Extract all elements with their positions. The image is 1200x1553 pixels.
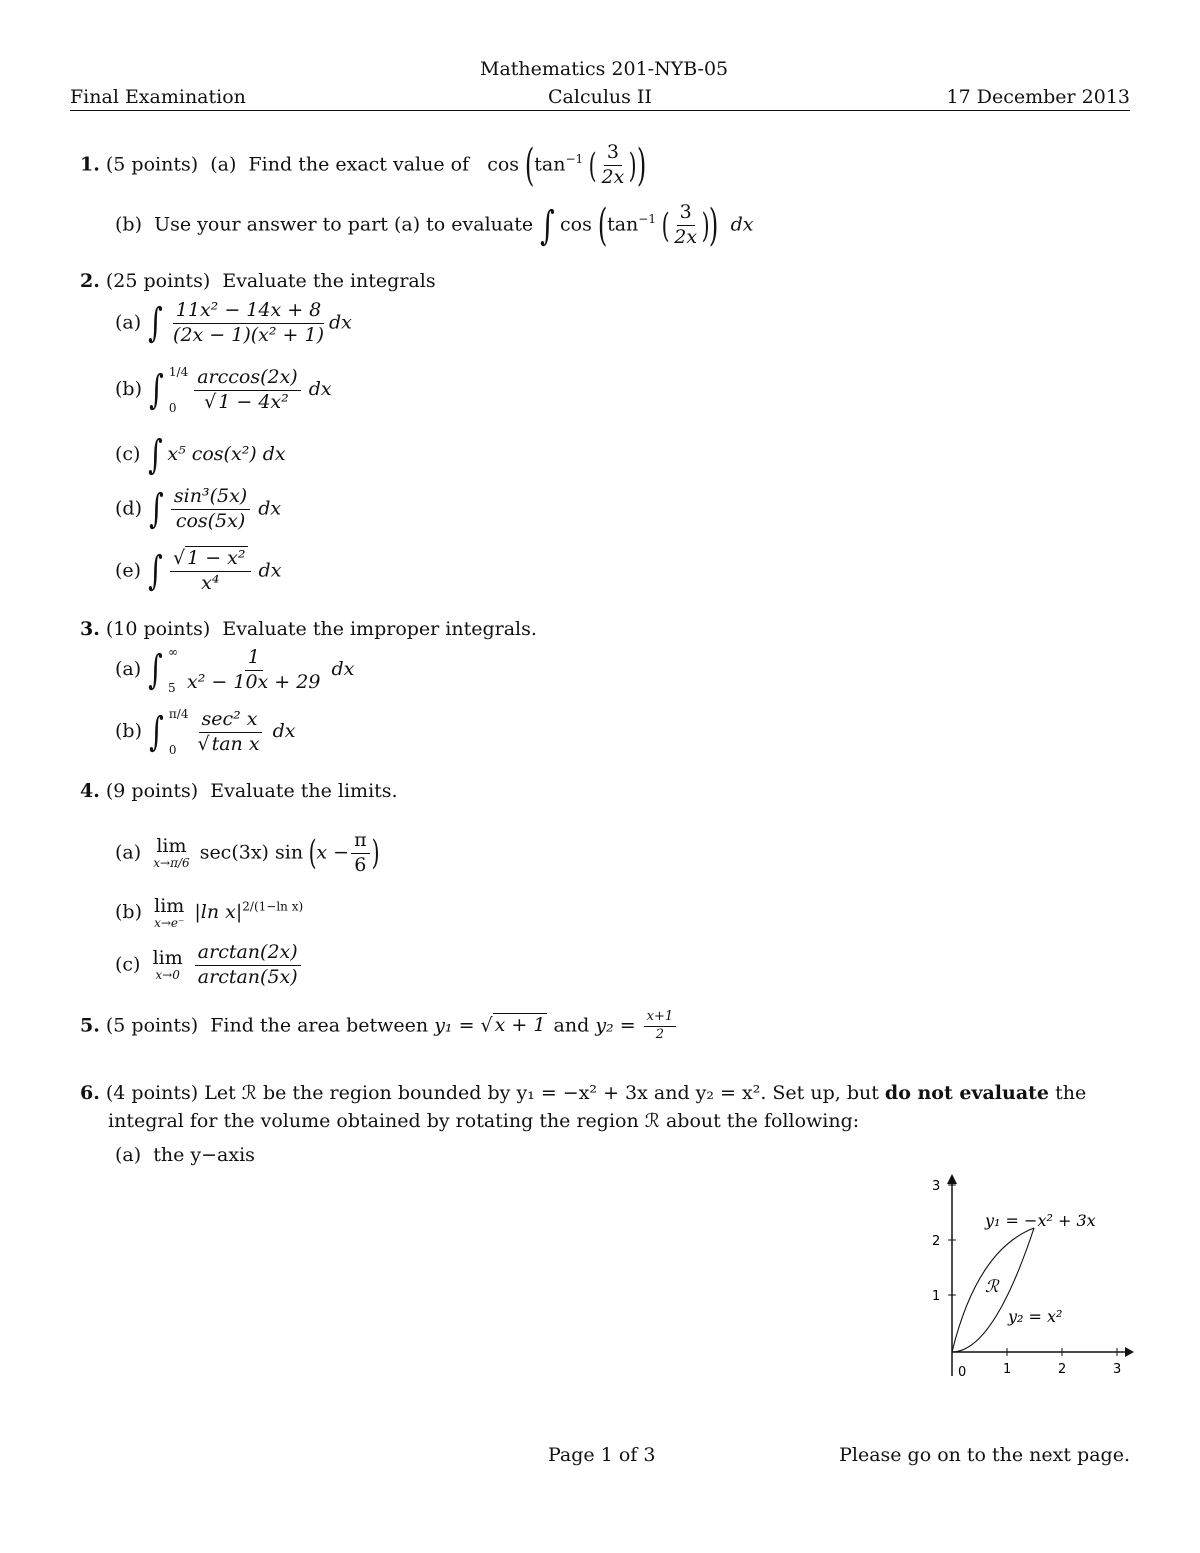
question-6 xyxy=(80,1082,1086,1104)
header-center: Calculus II xyxy=(548,86,652,108)
x-tick-label-1: 1 xyxy=(1003,1362,1012,1377)
q1a-tan: tan xyxy=(534,153,566,176)
q1a-label: (a) xyxy=(210,153,237,176)
q3b-dx: dx xyxy=(272,720,296,742)
q6-line1-end: the xyxy=(1055,1082,1087,1104)
q1a-fraction: $\frac{3}{2x}$ xyxy=(601,141,625,188)
question-5: 5. (5 points) Find the area between y₁ = √ x + 1 and y₂ = $\frac{x+1}{2}$ xyxy=(80,1010,678,1043)
q2b-lower: 0 xyxy=(168,401,177,415)
y-tick-label-3: 3 xyxy=(932,1179,941,1194)
q4-text: Evaluate the limits. xyxy=(210,780,398,802)
q1a-text: Find the exact value of xyxy=(248,153,470,176)
q3b-label: (b) xyxy=(115,720,142,742)
q6-line2: integral for the volume obtained by rotating the region ℛ about the following: xyxy=(108,1110,860,1132)
label-y2: y₂ = x² xyxy=(1008,1307,1063,1326)
question-3 xyxy=(80,618,537,640)
q5-y1: y₁ = xyxy=(434,1014,475,1037)
q1b-dx: dx xyxy=(730,213,754,236)
q6-number: 6. xyxy=(80,1082,100,1104)
y-tick-label-1: 1 xyxy=(932,1289,941,1304)
q2e-dx: dx xyxy=(258,559,282,582)
q1b-fraction: $\frac{3}{2x}$ xyxy=(674,201,698,248)
q5-y2: y₂ = xyxy=(595,1014,636,1037)
question-1a: 1. (5 points) (a) Find the exact value of $\cos (\tan^{-1}$ ( $\frac{3}{2x}$ )) xyxy=(80,140,646,191)
q6a-text: the y−axis xyxy=(153,1144,255,1166)
q2a-dx: dx xyxy=(329,311,352,334)
q2d-fraction: $\frac{\text{sin³(5x)}}{\cos(5x)}$ xyxy=(171,486,250,533)
q6a-label: (a) xyxy=(115,1144,142,1166)
q1b-cos: cos xyxy=(560,213,592,236)
q2b-dx: dx xyxy=(308,378,332,400)
question-4 xyxy=(80,780,398,802)
question-2 xyxy=(80,270,436,292)
q2b-upper: 1/4 xyxy=(168,365,189,379)
q2b-fraction: $\frac{\arccos(2x)}{\text{√ 1 − 4x²}}$ xyxy=(194,367,301,414)
x-axis-arrow xyxy=(1125,1347,1134,1357)
x-tick-label-2: 2 xyxy=(1058,1362,1067,1377)
label-y1: y₁ = −x² + 3x xyxy=(985,1211,1096,1230)
q2a-label: (a) xyxy=(115,311,142,334)
q2e-label: (e) xyxy=(115,559,142,582)
q5-fraction: $\frac{x+1}{2}$ xyxy=(644,1010,677,1043)
q1a-inv: −1 xyxy=(565,152,584,167)
q2-points: (25 points) xyxy=(105,270,211,292)
page-number: Page 1 of 3 xyxy=(548,1444,656,1466)
q2b: (b) ∫ 1/4 0 $\frac{\arccos(2x)}{\text{√ 1 − 4x²}}$ dx xyxy=(115,365,332,415)
q2e-fraction: $\frac{\text{√ 1 − x²}}{\text{x⁴}}$ xyxy=(170,548,251,595)
q2-text: Evaluate the integrals xyxy=(222,270,436,292)
x-tick-label-0: 0 xyxy=(958,1365,967,1380)
q4b xyxy=(115,896,303,930)
q2a: (a) ∫ $\frac{\text{11x² − 14x + 8}}{\text{(2x − 1)(x² + 1)}}$ dx xyxy=(115,299,352,347)
q3-text: Evaluate the improper integrals. xyxy=(222,618,537,640)
q4a-expr: sec(3x) sin xyxy=(199,841,304,864)
q2d-dx: dx xyxy=(258,497,282,520)
q2c: (c) ∫ x⁵ cos(x²) dx xyxy=(115,432,286,478)
q5-sqrt: x + 1 xyxy=(494,1014,546,1037)
q1-number: 1. xyxy=(80,153,100,176)
q5-points: (5 points) xyxy=(105,1014,199,1037)
q1-points: (5 points) xyxy=(105,153,199,176)
q3a-fraction: $\frac{1}{\text{x² − 10x + 29}}$ xyxy=(187,645,321,693)
q4a-inner: x − xyxy=(316,841,350,864)
question-1b: (b) Use your answer to part (a) to evaluate ∫ $\cos (\tan^{-1}$ ( $\frac{3}{2x}$ )) dx xyxy=(115,200,754,251)
q6a xyxy=(115,1144,255,1166)
q4c-label: (c) xyxy=(115,953,141,976)
q3a-label: (a) xyxy=(115,658,142,680)
y-tick-label-2: 2 xyxy=(932,1234,941,1249)
header-left: Final Examination xyxy=(70,86,246,108)
q4b-expr: |ln x| xyxy=(194,901,243,924)
region-graph xyxy=(920,1170,1135,1385)
q3b-upper: π/4 xyxy=(168,707,189,721)
course-code: Mathematics 201-NYB-05 xyxy=(480,58,729,80)
q2d: (d) ∫ $\frac{\text{sin³(5x)}}{\cos(5x)}$ dx xyxy=(115,485,282,533)
q2a-fraction: $\frac{\text{11x² − 14x + 8}}{\text{(2x − 1)(x² + 1)}}$ xyxy=(173,299,325,346)
q3a-dx: dx xyxy=(331,658,355,680)
q4a-fraction: $\frac{\pi}{6}$ xyxy=(351,830,370,877)
q2c-label: (c) xyxy=(115,443,141,465)
q1a-cos: cos xyxy=(487,153,520,176)
q4c-lim: lim x→0 xyxy=(152,947,183,983)
q3b-lower: 0 xyxy=(168,743,177,757)
header-date: 17 December 2013 xyxy=(946,86,1130,108)
q3b: (b) ∫ π/4 0 $\frac{\text{sec² x}}{\text{√ tan x}}$ dx xyxy=(115,707,296,757)
q1b-text: Use your answer to part (a) to evaluate xyxy=(154,213,534,236)
q2c-expr: x⁵ cos(x²) dx xyxy=(167,443,286,465)
q3a-lower: 5 xyxy=(168,681,176,695)
y-axis-arrow xyxy=(947,1174,957,1184)
q6-line1: Let ℛ be the region bounded by y₁ = −x² + 3x and y₂ = x². Set up, but xyxy=(204,1082,879,1104)
q6-points: (4 points) xyxy=(105,1082,199,1104)
q5-number: 5. xyxy=(80,1014,100,1037)
q5-and: and xyxy=(553,1014,590,1037)
next-page-note: Please go on to the next page. xyxy=(839,1444,1130,1466)
q4-points: (9 points) xyxy=(105,780,199,802)
q4b-label: (b) xyxy=(115,901,142,924)
q2e: (e) ∫ $\frac{\text{√ 1 − x²}}{\text{x⁴}}$ dx xyxy=(115,547,282,595)
q4b-lim: lim x→e⁻ xyxy=(154,895,185,930)
q3-number: 3. xyxy=(80,618,100,640)
q2d-label: (d) xyxy=(115,497,142,520)
q1b-label: (b) xyxy=(115,213,142,236)
q3a: (a) ∫ ∞ 5 $\frac{1}{\text{x² − 10x + 29}}$ dx xyxy=(115,645,355,695)
q4-number: 4. xyxy=(80,780,100,802)
q4a: (a) lim x→π/6 sec(3x) sin (x − $\frac{\pi}{6}$ ) xyxy=(115,829,380,876)
q1b-inv: −1 xyxy=(638,212,656,227)
q4c xyxy=(115,942,303,989)
x-tick-label-3: 3 xyxy=(1113,1362,1122,1377)
header-rule xyxy=(70,110,1130,111)
q4b-exponent: 2/(1−ln x) xyxy=(242,899,304,914)
q6-bold: do not evaluate xyxy=(884,1082,1050,1104)
q4a-label: (a) xyxy=(115,841,142,864)
q2b-label: (b) xyxy=(115,378,142,400)
label-region: ℛ xyxy=(985,1277,999,1297)
q2-number: 2. xyxy=(80,270,100,292)
q4a-lim: lim x→π/6 xyxy=(153,835,190,871)
q1b-tan: tan xyxy=(607,213,639,236)
q3-points: (10 points) xyxy=(105,618,211,640)
q5-text: Find the area between xyxy=(210,1014,429,1037)
q3b-fraction: $\frac{\text{sec² x}}{\text{√ tan x}}$ xyxy=(197,707,260,755)
q3a-upper: ∞ xyxy=(168,645,179,659)
q4c-fraction: $\frac{\arctan(2x)}{\arctan(5x)}$ xyxy=(195,942,301,989)
